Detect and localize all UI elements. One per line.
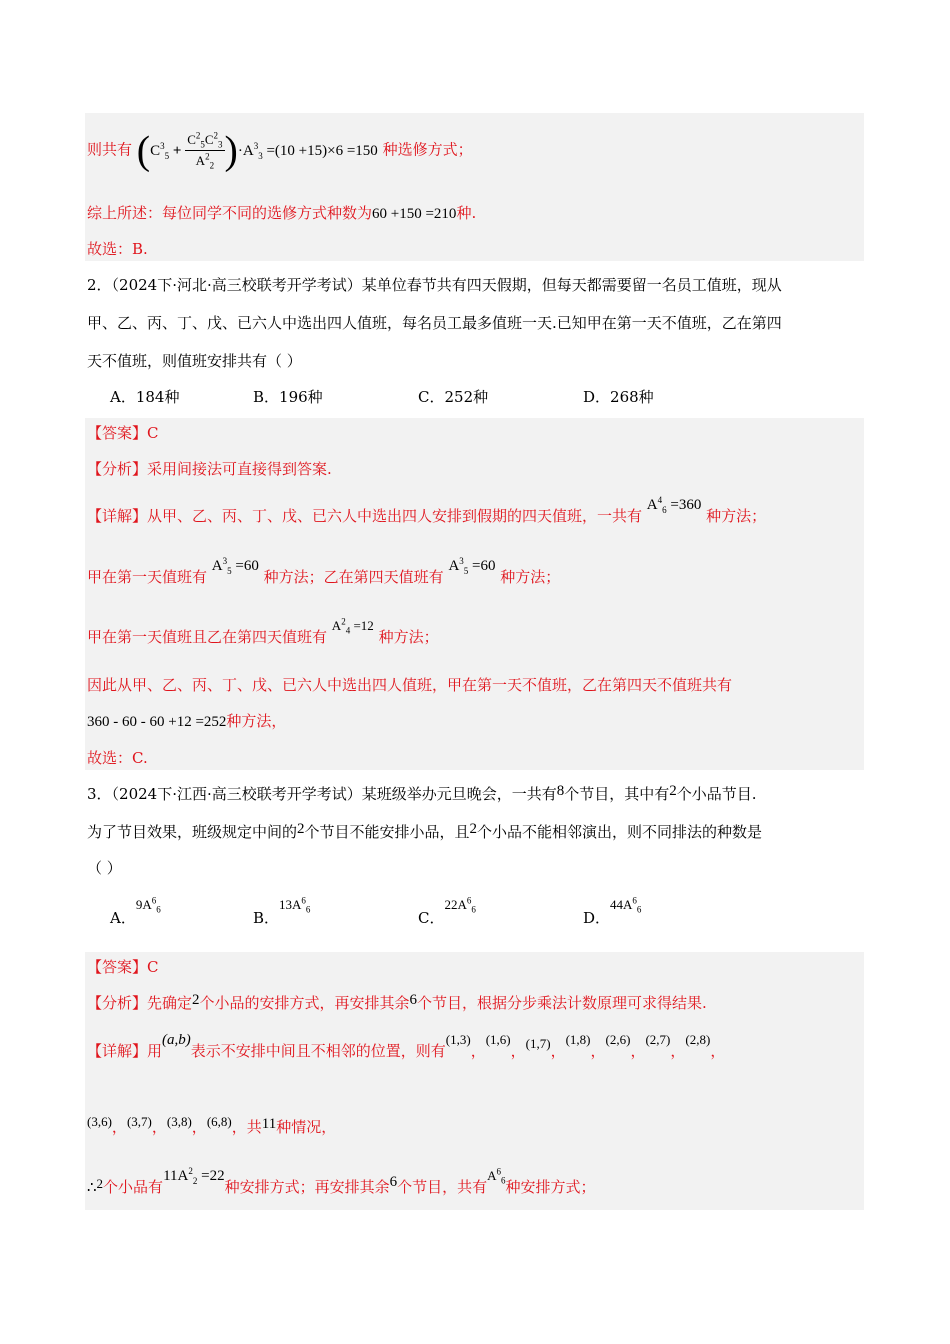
q2-analysis: 【分析】采用间接法可直接得到答案. [87, 460, 332, 478]
text: 种情况， [276, 1118, 337, 1136]
q2-line2: 甲、乙、丙、丁、戊、已六人中选出四人值班，每名员工最多值班一天.已知甲在第一天不值班，乙在第四 [87, 314, 782, 332]
text: 种方法； [706, 507, 767, 525]
coef: 9 [135, 897, 143, 912]
text: 3．（2024下·江西·高三校联考开学考试）某班级举办元旦晚会，一共有 [87, 785, 557, 803]
q3-detail-2: (3,6)，(3,7)，(3,8)，(6,8)，共11种情况， [87, 1114, 337, 1136]
q3-option-b [253, 895, 311, 929]
text: 甲在第一天值班有 [87, 568, 208, 586]
text: 个节目，共有 [397, 1178, 488, 1196]
q2-line1: 2．（2024下·河北·高三校联考开学考试）某单位春节共有四天假期，但每天都需要留一名员工值班，现从 [87, 276, 782, 294]
formula: 360 - 60 - 60 +12 =252 [87, 714, 227, 730]
text: 【详解】用 [87, 1042, 163, 1060]
number: 8 [556, 783, 565, 799]
q3-detail-3 [87, 1166, 596, 1198]
block1-line2 [87, 203, 476, 224]
block1-line3: 故选：B. [87, 240, 148, 258]
formula-value: =12 [353, 618, 374, 633]
text: 种方法； [500, 568, 561, 586]
pair: (6,8) [206, 1114, 232, 1129]
formula: (a,b) [162, 1032, 191, 1048]
q2-line3: 天不值班，则值班安排共有（ ） [87, 352, 302, 370]
option-label: D． [583, 909, 611, 927]
pair: (3,7) [126, 1114, 152, 1129]
pair: (1,6) [485, 1032, 511, 1047]
paren-open: ( [136, 127, 151, 173]
block1-line1 [87, 127, 473, 173]
coef: 22 [444, 897, 458, 912]
pair: (3,6) [87, 1114, 112, 1129]
q3-line1 [87, 784, 757, 805]
q2-detail-2 [87, 556, 561, 588]
number: 2 [297, 821, 305, 837]
text: 个小品节目. [676, 785, 757, 803]
number: 11 [261, 1116, 277, 1132]
text: 【详解】从甲、乙、丙、丁、戊、已六人中选出四人安排到假期的四天值班，一共有 [87, 507, 643, 525]
text: 种安排方式；再安排其余 [224, 1178, 390, 1196]
pair: (1,3) [445, 1032, 471, 1047]
formula-value: =60 [235, 558, 259, 574]
option-formula: $22A^6_6$ [444, 895, 476, 915]
text: 种安排方式； [505, 1178, 596, 1196]
text: 个小品不能相邻演出，则不同排法的种数是 [477, 823, 763, 841]
text: 个小品的安排方式，再安排其余 [199, 994, 410, 1012]
formula-value: =60 [472, 558, 496, 574]
q2-option-a: A．184种 [110, 388, 180, 406]
fraction: $\frac{C^2_5C^2_3}{A^2_2}$ [187, 130, 223, 171]
therefore-symbol: ∴ [87, 1180, 97, 1196]
pair: (1,8) [565, 1032, 591, 1047]
pair: (3,8) [166, 1114, 192, 1129]
text: 则共有 [87, 140, 133, 159]
number: 2 [669, 783, 677, 799]
coef: 11 [163, 1168, 178, 1184]
pair: (1,7) [525, 1036, 551, 1051]
number: 6 [409, 992, 418, 1008]
text: 个节目不能安排小品，且 [304, 823, 470, 841]
q3-option-c [418, 895, 476, 929]
option-label: B． [253, 909, 280, 927]
text: 种. [456, 204, 477, 222]
q2-detail-5 [87, 711, 286, 732]
q2-detail-6: 故选：C. [87, 749, 148, 767]
text: 种方法；乙在第四天值班有 [263, 568, 444, 586]
formula-a64: $A^4_6 =360$ [646, 495, 702, 515]
option-formula: $44A^6_6$ [610, 895, 642, 915]
option-label: A． [110, 909, 136, 927]
text: 个小品有 [103, 1178, 164, 1196]
q3-analysis [87, 993, 707, 1014]
q2-detail-3 [87, 616, 439, 648]
number: 2 [96, 1176, 104, 1191]
text: 为了节目效果，班级规定中间的 [87, 823, 298, 841]
formula: 60 +150 =210 [372, 206, 457, 222]
formula-c53: $C^3_5$ + [150, 140, 182, 161]
q2-answer: 【答案】C [87, 424, 159, 442]
q2-detail-4: 因此从甲、乙、丙、丁、戊、已六人中选出四人值班，甲在第一天不值班，乙在第四天不值班共有 [87, 676, 733, 694]
option-formula: $9A^6_6$ [135, 895, 161, 915]
q3-detail-1: 【详解】用(a,b)表示不安排中间且不相邻的位置，则有(1,3)，(1,6)，(1,7)，(1,8)，(2,6)，(2,7)，(2,8)， [87, 1032, 726, 1060]
paren-close: ) [224, 127, 238, 173]
pair: (2,8) [685, 1032, 711, 1047]
q3-answer: 【答案】C [87, 958, 159, 976]
text: ，共 [231, 1118, 262, 1136]
formula-value: =360 [670, 497, 702, 513]
q3-option-a [110, 895, 161, 929]
q3-line3: （ ） [87, 859, 122, 877]
text: 综上所述：每位同学不同的选修方式种数为 [87, 204, 373, 222]
formula-value: =22 [201, 1168, 225, 1184]
text: 种选修方式； [382, 140, 473, 159]
option-label: C． [418, 909, 445, 927]
q2-option-c: C．252种 [418, 388, 489, 406]
coef: 13 [279, 897, 293, 912]
coef: 44 [610, 897, 624, 912]
formula-a42: $A^2_4 =12$ [331, 616, 374, 636]
text: 甲在第一天值班且乙在第四天值班有 [87, 628, 328, 646]
q3-option-d [583, 895, 642, 929]
q2-detail-1 [87, 495, 767, 527]
pair: (2,7) [645, 1032, 671, 1047]
q3-line2 [87, 822, 762, 843]
formula-11a22: $11A^2_2 =22$ [163, 1166, 225, 1186]
text: 个节目，根据分步乘法计数原理可求得结果. [417, 994, 707, 1012]
number: 2 [192, 992, 200, 1008]
option-formula: $13A^6_6$ [279, 895, 311, 915]
text: 表示不安排中间且不相邻的位置，则有 [190, 1042, 446, 1060]
number: 2 [469, 821, 478, 837]
formula-a66: $A^6_6$ [487, 1166, 506, 1186]
pair: (2,6) [605, 1032, 631, 1047]
text: 种方法， [226, 712, 287, 730]
q2-option-b: B．196种 [253, 388, 323, 406]
q2-option-d: D．268种 [583, 388, 654, 406]
formula-rest: $\cdot A^3_3 =(10 +15)\times 6 =150$ [237, 140, 378, 161]
formula-a53: $A^3_5 =60$ [211, 556, 259, 576]
number: 6 [389, 1174, 398, 1190]
text: 个节目，其中有 [564, 785, 670, 803]
text: 种方法； [378, 628, 439, 646]
formula-a53-2: $A^3_5 =60$ [448, 556, 496, 576]
text: 【分析】先确定 [87, 994, 193, 1012]
